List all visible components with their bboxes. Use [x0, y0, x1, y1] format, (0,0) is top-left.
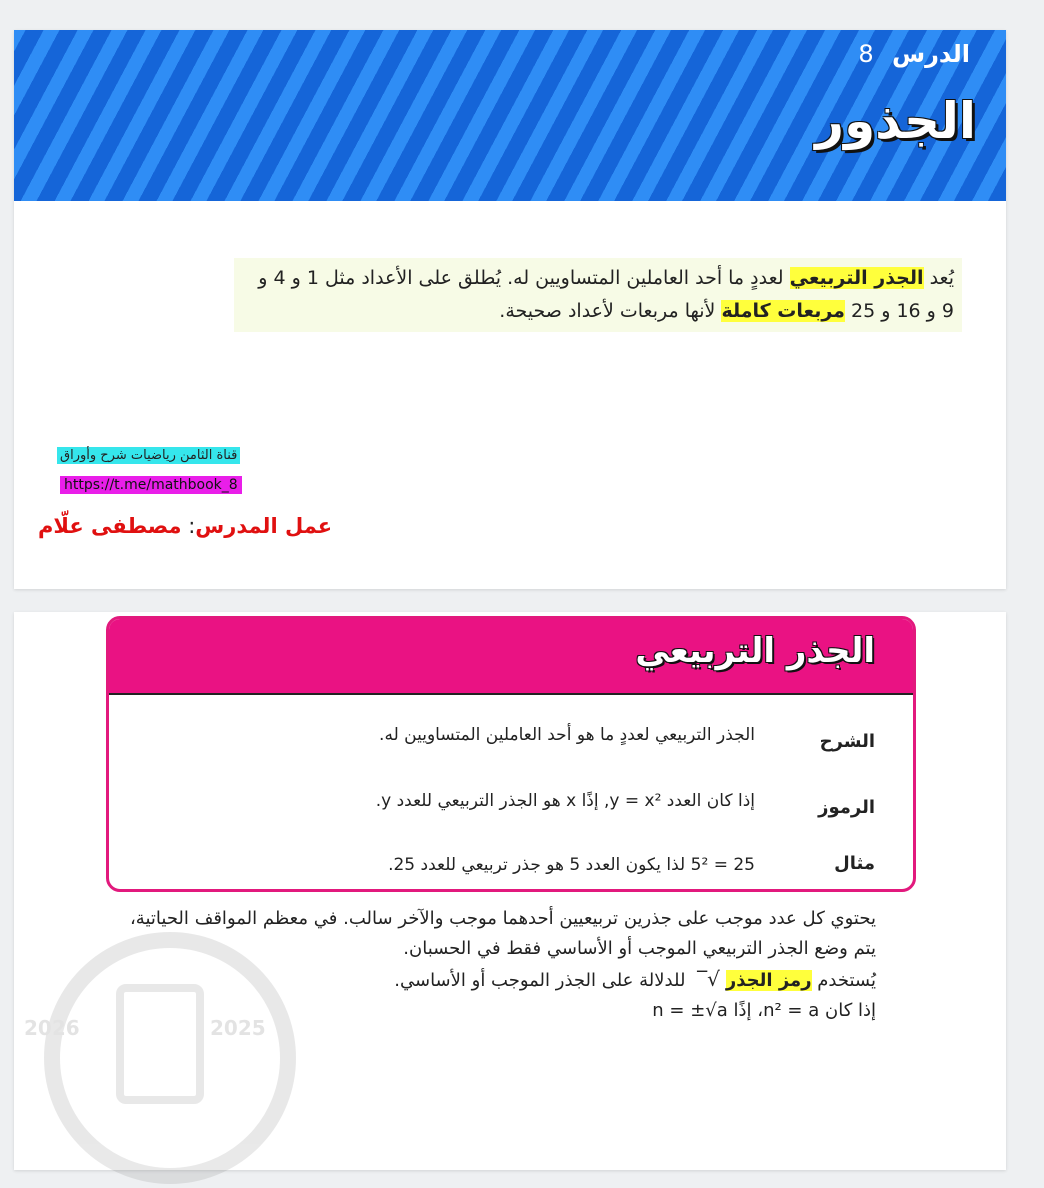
row-label-symbols: الرموز [818, 797, 875, 818]
watermark-year-right: 2025 [210, 1016, 266, 1040]
row-text-example: 25 = 5² لذا يكون العدد 5 هو جذر تربيعي للعدد 25. [388, 855, 755, 875]
row-label-explanation: الشرح [819, 731, 875, 752]
intro-term-square-root: الجذر التربيعي [789, 267, 924, 289]
channel-link[interactable]: https://t.me/mathbook_8 [60, 476, 242, 494]
paragraph-roots: يحتوي كل عدد موجب على جذرين تربيعيين أحدهما موجب والآخر سالب. في معظم المواقف الحياتية، يتم وضع الجذر التربيعي الموجب أو الأساسي فقط في الحسبان. [130, 908, 876, 959]
row-label-example: مثال [834, 853, 875, 874]
lesson-label-text: الدرس [891, 40, 970, 68]
definition-box [106, 616, 916, 892]
radical-term: رمز الجذر [725, 970, 812, 991]
intro-text-2: لعددٍ ما أحد العاملين المتساويين له. يُطلق على الأعداد مثل 1 و 4 و 9 و 16 و 25 [258, 267, 954, 322]
teacher-separator: : [181, 514, 196, 538]
row-text-explanation: الجذر التربيعي لعددٍ ما هو أحد العاملين المتساويين له. [379, 725, 755, 745]
lesson-label [858, 40, 970, 68]
teacher-credit [38, 514, 332, 538]
page-1 [14, 30, 1006, 589]
radical-formula: إذا كان n² = a، إذًا n = ±√a [652, 1000, 876, 1021]
row-text-symbols: إذا كان العدد y = x², إذًا x هو الجذر التربيعي للعدد y. [375, 791, 755, 811]
definition-title: الجذر التربيعي [635, 631, 875, 671]
radical-text-pre: يُستخدم [811, 970, 876, 991]
definition-header [109, 619, 913, 695]
page-2 [14, 612, 1006, 1170]
intro-paragraph [234, 258, 962, 332]
teacher-label: عمل المدرس [195, 514, 333, 538]
intro-text-3: لأنها مربعات لأعداد صحيحة. [499, 300, 722, 322]
channel-tag: قناة الثامن رياضيات شرح وأوراق [57, 447, 240, 464]
paragraph-radical [130, 964, 876, 996]
watermark-year-left: 2026 [24, 1016, 80, 1040]
radical-text-post: للدلالة على الجذر الموجب أو الأساسي. [394, 970, 692, 991]
radical-symbol-icon: √‾ [697, 967, 720, 991]
explanation-paragraph [130, 904, 876, 1026]
teacher-name: مصطفى علّام [38, 514, 182, 538]
intro-term-perfect-squares: مربعات كاملة [721, 300, 845, 322]
lesson-banner [14, 30, 1006, 201]
lesson-title: الجذور [815, 92, 976, 150]
lesson-number: 8 [858, 40, 874, 68]
intro-text-1: يُعد [923, 267, 954, 289]
